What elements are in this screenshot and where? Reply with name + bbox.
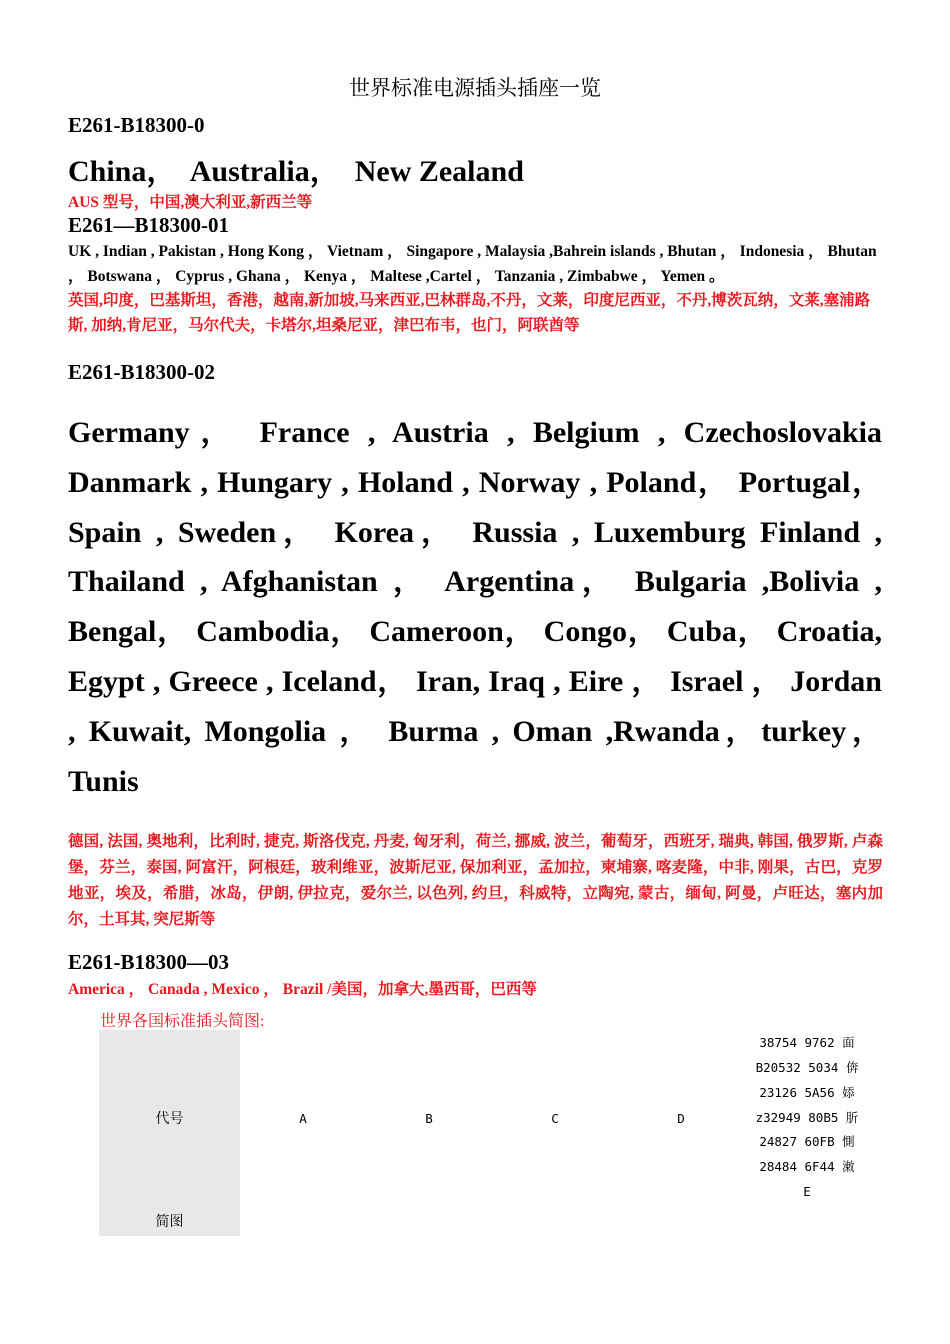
plug-table-diagram-row: [99, 1206, 870, 1236]
column-a: A: [299, 1110, 307, 1126]
page-title: 世界标准电源插头插座一览: [349, 76, 601, 100]
section-code-0: E261-B18300-0: [68, 113, 205, 137]
column-e-line: E: [803, 1183, 811, 1199]
section-3-countries: America ， Canada , Mexico ， Brazil /美国，加拿大,墨西哥，巴西等: [68, 981, 537, 998]
diagram-label-cell: 简图: [99, 1206, 240, 1236]
section-1-note: 英国,印度，巴基斯坦，香港，越南,新加坡,马来西亚,巴林群岛,不丹，文莱，印度尼西亚，不丹,博茨瓦纳，文莱,塞浦路斯, 加纳,肯尼亚，马尔代夫，卡塔尔,坦桑尼亚，津巴布韦，也门，阿联酋等: [68, 292, 871, 334]
section-2-note: 德国, 法国, 奥地利，比利时, 捷克, 斯洛伐克, 丹麦, 匈牙利，荷兰, 挪威, 波兰，葡萄牙，西班牙, 瑞典, 韩国, 俄罗斯, 卢森堡，芬兰，泰国, 阿富汗，阿根廷，玻利维亚，波斯尼亚, 保加利亚，孟加拉，柬埔寨, 喀麦隆，中非, 刚果，古巴，克罗地亚，埃及，希腊，冰岛，伊朗, 伊拉克，爱尔兰, 以色列, 约旦，科威特，立陶宛, 蒙古，缅甸, 阿曼，卢旺达，塞内加尔，土耳其, 突尼斯等: [68, 833, 883, 928]
section-code-1: E261—B18300-01: [68, 213, 230, 237]
plug-table: [99, 1030, 870, 1236]
column-e-line: 28484 6F44 潄: [759, 1159, 855, 1175]
column-b: B: [425, 1110, 433, 1126]
column-c: C: [551, 1110, 559, 1126]
section-0-note: AUS 型号，中国,澳大利亚,新西兰等: [68, 194, 313, 211]
section-0-countries: China， Australia， New Zealand: [68, 155, 524, 188]
column-e: [744, 1030, 870, 1206]
plug-diagram-caption: 世界各国标准插头简图:: [100, 1013, 265, 1030]
plug-table-header-row: [99, 1030, 870, 1206]
diagram-cell-d: [618, 1206, 744, 1236]
section-1-countries: UK , Indian , Pakistan , Hong Kong ， Vietnam ， Singapore , Malaysia ,Bahrein islands , Bhutan ， Indonesia ， Bhutan ， Botswana ， Cyprus , Ghana ， Kenya ， Maltese ,Cartel ， Tanzania , Zimbabwe ， Yemen 。: [68, 243, 877, 285]
column-d: D: [677, 1110, 685, 1126]
column-e-line: 38754 9762 面: [759, 1035, 855, 1051]
column-e-line: 23126 5A56 婖: [759, 1084, 855, 1100]
diagram-cell-b: [366, 1206, 492, 1236]
code-header-cell: 代号: [99, 1030, 240, 1206]
diagram-cell-c: [492, 1206, 618, 1236]
column-e-line: 24827 60FB 惻: [759, 1134, 855, 1150]
column-e-line: z32949 80B5 肵: [755, 1109, 859, 1125]
column-e-line: B20532 5034 倴: [755, 1060, 859, 1075]
section-code-2: E261-B18300-02: [68, 360, 215, 384]
section-2-countries: Germany， France , Austria , Belgium , Czechoslovakia Danmark , Hungary , Holand , Norway , Poland， Portugal，Spain , Sweden， Korea， Russia , Luxemburg Finland , Thailand , Afghanistan ， Argentina， Bulgaria ,Bolivia , Bengal， Cambodia， Cameroon， Congo， Cuba， Croatia, Egypt , Greece , Iceland， Iran, Iraq , Eire ， Israel ， Jordan , Kuwait, Mongolia ， Burma , Oman ,Rwanda，turkey，Tunis: [68, 416, 882, 798]
diagram-cell-a: [240, 1206, 366, 1236]
diagram-cell-e: [744, 1206, 870, 1236]
section-code-3: E261-B18300—03: [68, 950, 230, 974]
